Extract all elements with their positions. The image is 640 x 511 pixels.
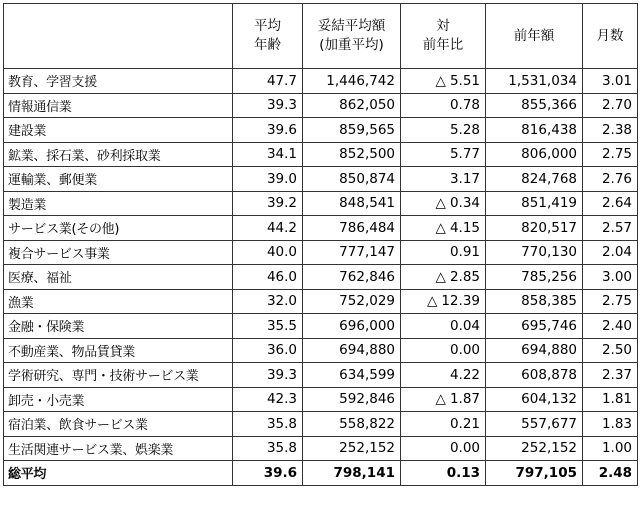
table-row [4,240,638,265]
yoy-ratio [401,387,486,412]
bonus-table [3,3,638,486]
yoy-ratio [401,216,486,241]
yoy-ratio-value: 3.17 [449,170,480,187]
header-months: 月数 [583,4,638,69]
table-row [4,363,638,388]
table-row [4,314,638,339]
months: 2.04 [583,240,638,265]
table-row [4,436,638,461]
yoy-ratio-value: 0.34 [449,195,480,212]
table-row [4,216,638,241]
months: 1.83 [583,412,638,437]
months: 2.64 [583,191,638,216]
months: 3.01 [583,69,638,94]
settled-amount: 252,152 [303,436,401,461]
months: 2.40 [583,314,638,339]
average-age: 36.0 [233,338,303,363]
yoy-ratio [401,289,486,314]
previous-amount: 694,880 [486,338,583,363]
yoy-ratio [401,93,486,118]
months: 2.70 [583,93,638,118]
industry-name: 情報通信業 [4,93,233,118]
header-age-line1: 平均 [254,18,281,34]
settled-amount: 1,446,742 [303,69,401,94]
industry-name: 学術研究、専門・技術サービス業 [4,363,233,388]
header-amount-line2: (加重平均) [319,37,384,53]
settled-amount: 859,565 [303,118,401,143]
yoy-ratio [401,363,486,388]
average-age: 47.7 [233,69,303,94]
yoy-ratio [401,265,486,290]
settled-amount: 752,029 [303,289,401,314]
industry-name: 鉱業、採石業、砂利採取業 [4,142,233,167]
industry-name: 宿泊業、飲食サービス業 [4,412,233,437]
table-row [4,142,638,167]
previous-amount: 695,746 [486,314,583,339]
months: 2.76 [583,167,638,192]
yoy-ratio [401,118,486,143]
yoy-ratio-value: 5.51 [449,72,480,89]
average-age: 39.3 [233,363,303,388]
settled-amount: 852,500 [303,142,401,167]
yoy-ratio-value: 4.15 [449,219,480,236]
settled-amount: 762,846 [303,265,401,290]
table-body [4,69,638,461]
industry-name: 金融・保険業 [4,314,233,339]
industry-name: 製造業 [4,191,233,216]
table-row [4,118,638,143]
yoy-ratio-value: 0.00 [449,440,480,457]
header-ratio-line2: 前年比 [422,37,464,53]
average-age: 35.8 [233,436,303,461]
average-age: 35.8 [233,412,303,437]
yoy-ratio [401,142,486,167]
settled-amount: 850,874 [303,167,401,192]
settled-amount: 694,880 [303,338,401,363]
total-previous: 797,105 [486,461,583,486]
average-age: 39.3 [233,93,303,118]
table-row [4,265,638,290]
table-row [4,387,638,412]
yoy-ratio-value: 0.04 [449,317,480,334]
average-age: 40.0 [233,240,303,265]
average-age: 39.6 [233,118,303,143]
previous-amount: 604,132 [486,387,583,412]
months: 1.00 [583,436,638,461]
previous-amount: 816,438 [486,118,583,143]
average-age: 44.2 [233,216,303,241]
yoy-ratio-value: 2.85 [449,268,480,285]
industry-name: 漁業 [4,289,233,314]
header-previous-amount: 前年額 [486,4,583,69]
previous-amount: 858,385 [486,289,583,314]
months: 2.75 [583,142,638,167]
settled-amount: 592,846 [303,387,401,412]
yoy-ratio [401,314,486,339]
yoy-ratio-value: 0.21 [449,415,480,432]
yoy-ratio-value: 0.78 [449,97,480,114]
average-age: 34.1 [233,142,303,167]
yoy-ratio [401,69,486,94]
months: 2.37 [583,363,638,388]
table-row [4,412,638,437]
industry-name: 教育、学習支援 [4,69,233,94]
previous-amount: 785,256 [486,265,583,290]
industry-name: サービス業(その他) [4,216,233,241]
settled-amount: 777,147 [303,240,401,265]
average-age: 35.5 [233,314,303,339]
total-label: 総平均 [4,461,233,486]
yoy-ratio-value: 5.77 [449,146,480,163]
table-row [4,289,638,314]
months: 2.75 [583,289,638,314]
industry-name: 医療、福祉 [4,265,233,290]
average-age: 32.0 [233,289,303,314]
average-age: 42.3 [233,387,303,412]
yoy-ratio-value: 5.28 [449,121,480,138]
header-age-line2: 年齢 [254,37,281,53]
yoy-ratio [401,412,486,437]
header-amount-line1: 妥結平均額 [317,18,386,34]
yoy-ratio-value: 12.39 [441,293,480,310]
months: 2.50 [583,338,638,363]
industry-name: 生活関連サービス業、娯楽業 [4,436,233,461]
previous-amount: 824,768 [486,167,583,192]
total-row [4,461,638,486]
settled-amount: 696,000 [303,314,401,339]
previous-amount: 851,419 [486,191,583,216]
yoy-ratio-value: 1.87 [449,391,480,408]
industry-name: 不動産業、物品賃貸業 [4,338,233,363]
months: 1.81 [583,387,638,412]
yoy-ratio-value: 0.00 [449,342,480,359]
header-industry [4,4,233,69]
settled-amount: 634,599 [303,363,401,388]
negative-mark: △ [435,268,446,285]
settled-amount: 848,541 [303,191,401,216]
months: 2.38 [583,118,638,143]
settled-amount: 786,484 [303,216,401,241]
total-amount: 798,141 [303,461,401,486]
table-row [4,191,638,216]
negative-mark: △ [435,391,446,408]
table-row [4,93,638,118]
yoy-ratio-value: 4.22 [449,366,480,383]
negative-mark: △ [435,72,446,89]
total-age: 39.6 [233,461,303,486]
yoy-ratio [401,436,486,461]
negative-mark: △ [435,195,446,212]
header-settled-amount [303,4,401,69]
previous-amount: 820,517 [486,216,583,241]
industry-name: 卸売・小売業 [4,387,233,412]
months: 3.00 [583,265,638,290]
previous-amount: 806,000 [486,142,583,167]
average-age: 46.0 [233,265,303,290]
yoy-ratio [401,191,486,216]
header-row [4,4,638,69]
previous-amount: 770,130 [486,240,583,265]
negative-mark: △ [426,293,438,310]
previous-amount: 608,878 [486,363,583,388]
yoy-ratio [401,240,486,265]
header-ratio-line1: 対 [436,18,450,34]
table-row [4,69,638,94]
settled-amount: 862,050 [303,93,401,118]
yoy-ratio-value: 0.91 [449,244,480,261]
table-row [4,338,638,363]
months: 2.57 [583,216,638,241]
industry-name: 複合サービス事業 [4,240,233,265]
table-row [4,167,638,192]
total-ratio-value: 0.13 [446,464,480,481]
header-yoy-ratio [401,4,486,69]
yoy-ratio [401,167,486,192]
yoy-ratio [401,338,486,363]
industry-name: 運輸業、郵便業 [4,167,233,192]
settled-amount: 558,822 [303,412,401,437]
previous-amount: 855,366 [486,93,583,118]
previous-amount: 1,531,034 [486,69,583,94]
average-age: 39.2 [233,191,303,216]
average-age: 39.0 [233,167,303,192]
total-months: 2.48 [583,461,638,486]
negative-mark: △ [435,219,446,236]
total-ratio [401,461,486,486]
previous-amount: 557,677 [486,412,583,437]
header-average-age [233,4,303,69]
industry-name: 建設業 [4,118,233,143]
previous-amount: 252,152 [486,436,583,461]
